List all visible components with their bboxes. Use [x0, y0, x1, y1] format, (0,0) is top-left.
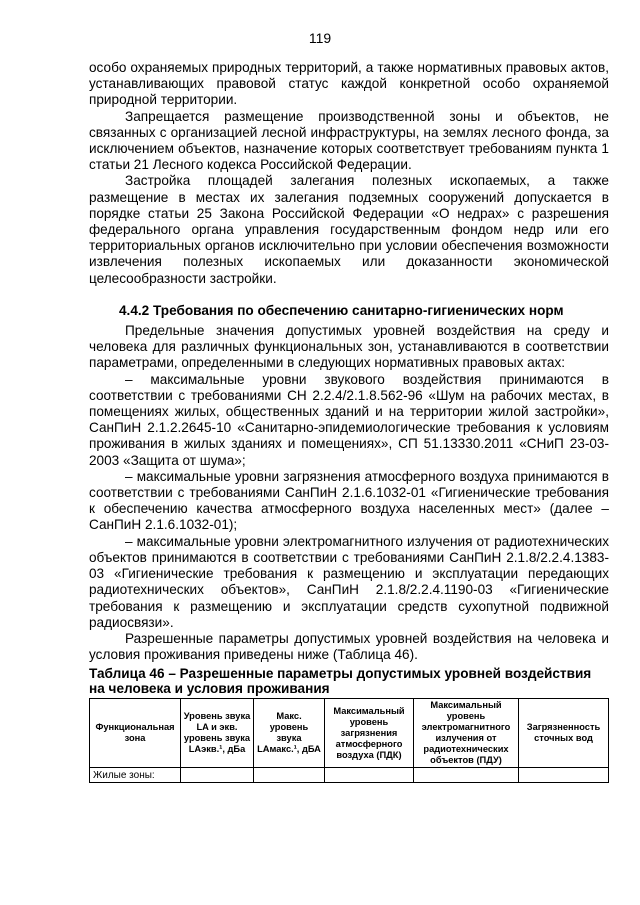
col-header-wastewater: Загрязненность сточных вод [519, 699, 609, 768]
parameters-table [89, 698, 609, 783]
list-item: – максимальные уровни загрязнения атмосферного воздуха принимаются в соответствии с требованиями СанПиН 2.1.6.1032-01 «Гигиенические требования к обеспечению качества атмосферного воздуха населенных мест» (далее – СанПиН 2.1.6.1032-01); [89, 468, 609, 533]
table-cell [325, 768, 414, 783]
table-cell [181, 768, 254, 783]
col-header-lamax: Макс. уровень звука LAмакс.¹, дБА [254, 699, 325, 768]
page-number: 119 [308, 30, 332, 46]
col-header-zone: Функциональная зона [90, 699, 181, 768]
table-row [90, 768, 609, 783]
table-cell [519, 768, 609, 783]
table-cell [414, 768, 519, 783]
col-header-laeq: Уровень звука LA и экв. уровень звука LAэкв.¹, дБа [181, 699, 254, 768]
col-header-air: Максимальный уровень загрязнения атмосферного воздуха (ПДК) [325, 699, 414, 768]
paragraph: особо охраняемых природных территорий, а также нормативных правовых актов, устанавливающих правовой статус каждой конкретной особо охраняемой природной территории. [89, 60, 609, 108]
col-header-emf: Максимальный уровень электромагнитного излучения от радиотехнических объектов (ПДУ) [414, 699, 519, 768]
paragraph: Запрещается размещение производственной зоны и объектов, не связанных с организацией лесной инфраструктуры, на землях лесного фонда, за исключением объектов, назначение которых соответствует требованиям пункта 1 статьи 21 Лесного кодекса Российской Федерации. [89, 108, 609, 173]
table-header-row [90, 699, 609, 768]
table-cell: Жилые зоны: [90, 768, 181, 783]
document-body [89, 60, 609, 783]
table-title: Таблица 46 – Разрешенные параметры допустимых уровней воздействия на человека и условия проживания [89, 666, 592, 696]
paragraph: Разрешенные параметры допустимых уровней воздействия на человека и условия проживания приведены ниже (Таблица 46). [89, 630, 609, 663]
paragraph: Предельные значения допустимых уровней воздействия на среду и человека для различных функциональных зон, устанавливаются в соответствии параметрами, определенными в следующих нормативных правовых актах: [89, 323, 609, 371]
list-item: – максимальные уровни звукового воздействия принимаются в соответствии с требованиями СН 2.2.4/2.1.8.562-96 «Шум на рабочих местах, в помещениях жилых, общественных зданий и на территории жилой застройки», СанПиН 2.1.2.2645-10 «Санитарно-эпидемиологические требования к условиям проживания в жилых зданиях и помещениях», СП 51.13330.2011 «СНиП 23-03-2003 «Защита от шума»; [89, 371, 609, 468]
section-heading: 4.4.2 Требования по обеспечению санитарно-гигиенических норм [119, 302, 564, 318]
table-cell [254, 768, 325, 783]
list-item: – максимальные уровни электромагнитного излучения от радиотехнических объектов принимаются в соответствии с требованиями СанПиН 2.1.8/2.2.4.1383-03 «Гигиенические требования к размещению и эксплуатации передающих радиотехнических объектов», СанПиН 2.1.8/2.2.4.1190-03 «Гигиенические требования к размещению и эксплуатации средств сухопутной подвижной радиосвязи». [89, 533, 609, 630]
paragraph: Застройка площадей залегания полезных ископаемых, а также размещение в местах их залегания подземных сооружений допускается в порядке статьи 25 Закона Российской Федерации «О недрах» с разрешения федерального органа управления государственным фондом недр или его территориальных органов исключительно при условии обеспечения возможности извлечения полезных ископаемых или доказанности экономической целесообразности застройки. [89, 173, 609, 286]
